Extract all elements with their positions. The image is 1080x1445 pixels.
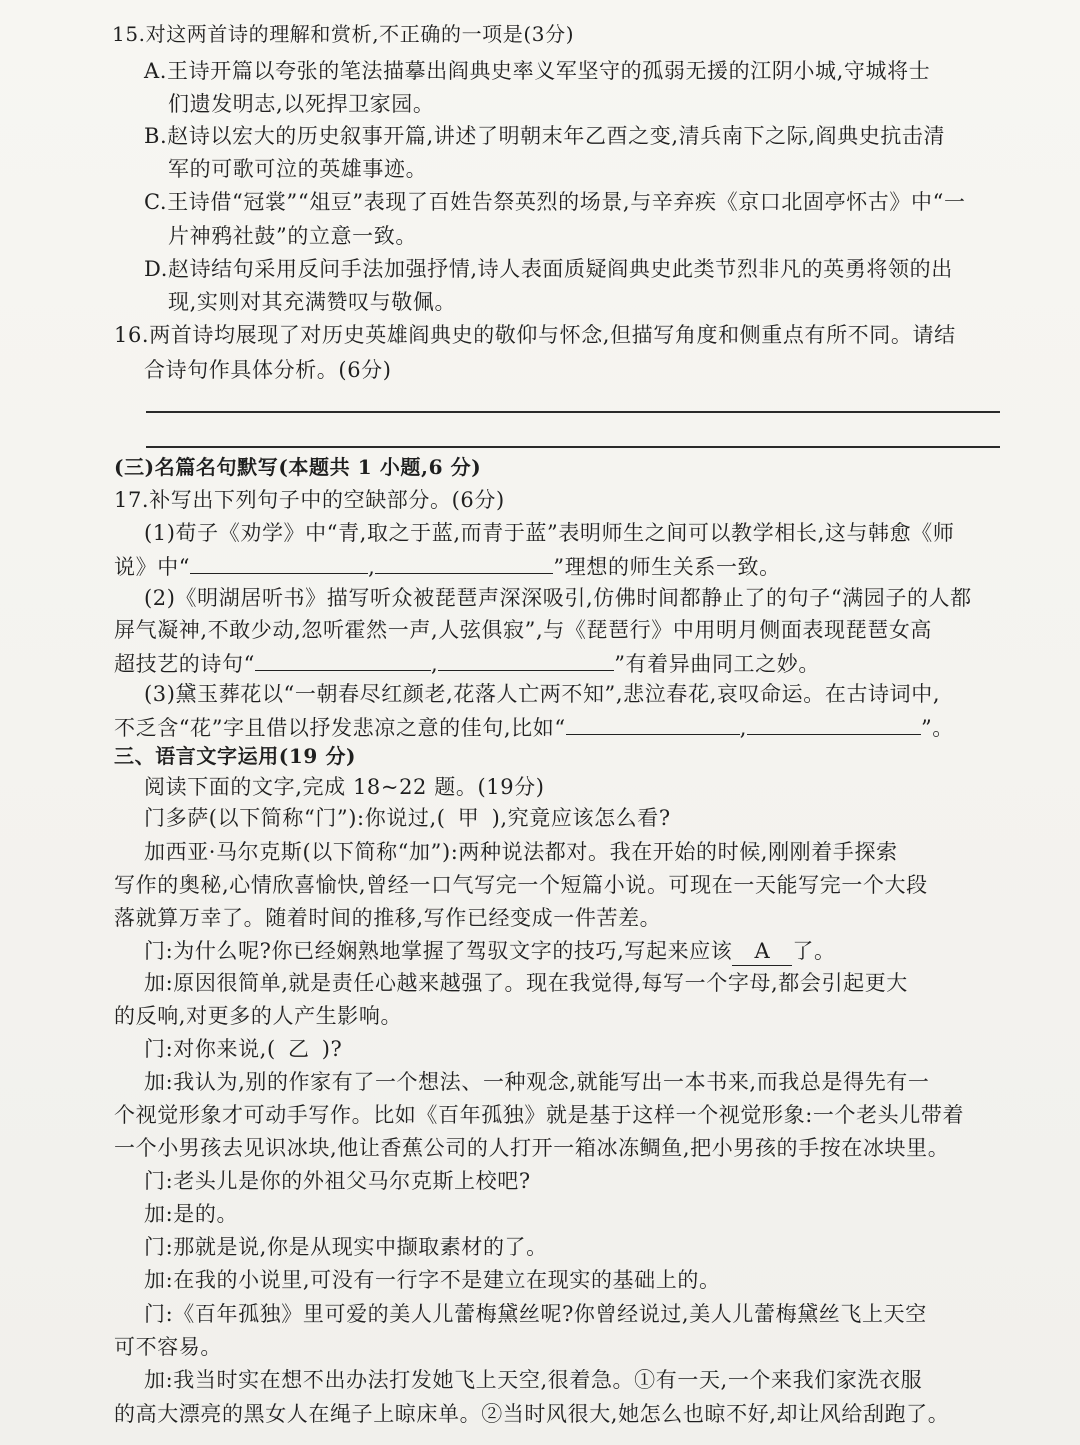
dialog-line-19: 的高大漂亮的黑女人在绳子上晾床单。②当时风很大,她怎么也晾不好,却让风给刮跑了。 [114,1402,950,1426]
dialog-line-10: 个视觉形象才可动手写作。比如《百年孤独》就是基于这样一个视觉形象:一个老头儿带着 [114,1103,965,1127]
q17-part1-line1: (1)荀子《劝学》中“青,取之于蓝,而青于蓝”表明师生之间可以教学相长,这与韩愈《师 [144,521,955,545]
dialog-line-01 [144,804,671,832]
q17-part2-line2: 屏气凝神,不敢少动,忽听霍然一声,人弦俱寂”,与《琵琶行》中用明月侧面表现琵琶女高 [114,618,933,642]
blank-a[interactable]: A [732,937,792,966]
q17-part3-line1: (3)黛玉葬花以“一朝春尽红颜老,花落人亡两不知”,悲泣春花,哀叹命运。在古诗词中, [144,682,941,706]
dialog-line-11: 一个小男孩去见识冰块,他让香蕉公司的人打开一箱冰冻鲷鱼,把小男孩的手按在冰块里。 [114,1136,950,1160]
q15-option-d-line2: 现,实则对其充满赞叹与敬佩。 [168,290,457,314]
dialog-line-06: 加:原因很简单,就是责任心越来越强了。现在我觉得,每写一个字母,都会引起更大 [144,971,908,995]
dialog-line-14: 门:那就是说,你是从现实中撷取素材的了。 [144,1235,548,1259]
q15-option-a-line2: 们遗发明志,以死捍卫家园。 [168,92,435,116]
q17-part3-sep: , [739,716,747,740]
q17-blank-4[interactable] [438,648,614,671]
dialog-line-12: 门:老头儿是你的外祖父马尔克斯上校吧? [144,1169,531,1193]
answer-line-1[interactable] [146,411,1000,413]
dialog-line-05-tail: 了。 [792,939,836,963]
q17-part1-sep: , [368,555,376,579]
dialog-line-05 [144,937,836,966]
q15-option-a-line1: A.王诗开篇以夸张的笔法描摹出阎典史率义军坚守的孤弱无援的江阴小城,守城将士 [144,59,931,83]
q17-part2-line1: (2)《明湖居听书》描写听众被琵琶声深深吸引,仿佛时间都静止了的句子“满园子的人都 [144,586,972,610]
q17-part2-sep: , [430,652,439,676]
q16-line1: 16.两首诗均展现了对历史英雄阎典史的敬仰与怀念,但描写角度和侧重点有所不同。请结 [114,323,956,347]
q17-part2-line3 [114,648,820,678]
q15-option-b-line1: B.赵诗以宏大的历史叙事开篇,讲述了明朝末年乙酉之变,清兵南下之际,阎典史抗击清 [144,124,946,148]
dialog-line-18: 加:我当时实在想不出办法打发她飞上天空,很着急。①有一天,一个来我们家洗衣服 [144,1368,923,1392]
q16-line2: 合诗句作具体分析。(6分) [144,358,392,382]
section-3-title: (三)名篇名句默写(本题共 1 小题,6 分) [114,455,482,479]
q17-part1-pre: 说》中“ [114,555,191,579]
dialog-line-17: 可不容易。 [114,1335,222,1359]
dialog-line-05-text: 门:为什么呢?你已经娴熟地掌握了驾驭文字的技巧,写起来应该 [144,939,733,963]
dialog-line-03: 写作的奥秘,心情欣喜愉快,曾经一口气写完一个短篇小说。可现在一天能写完一个大段 [114,873,928,897]
dialog-line-01-text: 门多萨(以下简称“门”):你说过,( [144,806,446,830]
dialog-line-08-tail: )? [321,1037,343,1061]
q17-part1-line2 [114,551,781,581]
blank-yi: 乙 [287,1037,310,1061]
q15-option-c-line1: C.王诗借“冠裳”“俎豆”表现了百姓告祭英烈的场景,与辛弃疾《京口北固亭怀古》中“一 [144,190,966,214]
dialog-line-04: 落就算万幸了。随着时间的推移,写作已经变成一件苦差。 [114,906,662,930]
q15-stem: 15.对这两首诗的理解和赏析,不正确的一项是(3分) [112,22,575,46]
part-3-title: 三、语言文字运用(19 分) [114,744,357,768]
q17-blank-1[interactable] [190,551,368,574]
blank-jia: 甲 [457,806,480,830]
dialog-line-08 [144,1035,342,1063]
dialog-line-01-tail: ),究竟应该怎么看? [491,806,671,830]
q15-option-c-line2: 片神鸦社鼓”的立意一致。 [168,224,417,248]
dialog-line-13: 加:是的。 [144,1202,239,1226]
answer-line-2[interactable] [146,446,1000,448]
dialog-line-15: 加:在我的小说里,可没有一行字不是建立在现实的基础上的。 [144,1268,721,1292]
dialog-line-07: 的反响,对更多的人产生影响。 [114,1004,403,1028]
q17-part2-post: ”有着异曲同工之妙。 [614,652,820,676]
q15-option-b-line2: 军的可歌可泣的英雄事迹。 [168,157,428,181]
q17-stem: 17.补写出下列句子中的空缺部分。(6分) [114,488,505,512]
dialog-line-16: 门:《百年孤独》里可爱的美人儿蕾梅黛丝呢?你曾经说过,美人儿蕾梅黛丝飞上天空 [144,1302,927,1326]
q17-blank-2[interactable] [375,551,553,574]
q17-blank-3[interactable] [255,648,431,671]
q17-part3-post: ”。 [920,716,954,740]
q15-option-d-line1: D.赵诗结句采用反问手法加强抒情,诗人表面质疑阎典史此类节烈非凡的英勇将领的出 [144,257,953,281]
dialog-line-02: 加西亚·马尔克斯(以下简称“加”):两种说法都对。我在开始的时候,刚刚着手探索 [144,840,898,864]
q17-part3-line2 [114,712,954,742]
q17-blank-5[interactable] [566,712,740,735]
q17-blank-6[interactable] [747,712,921,735]
dialog-line-09: 加:我认为,别的作家有了一个想法、一种观念,就能写出一本书来,而我总是得先有一 [144,1070,930,1094]
q17-part3-pre: 不乏含“花”字且借以抒发悲凉之意的佳句,比如“ [114,716,566,740]
dialog-line-08-text: 门:对你来说,( [144,1037,276,1061]
reading-instruction: 阅读下面的文字,完成 18~22 题。(19分) [144,775,545,799]
q17-part2-pre: 超技艺的诗句“ [114,652,255,676]
q17-part1-post: ”理想的师生关系一致。 [553,555,781,579]
